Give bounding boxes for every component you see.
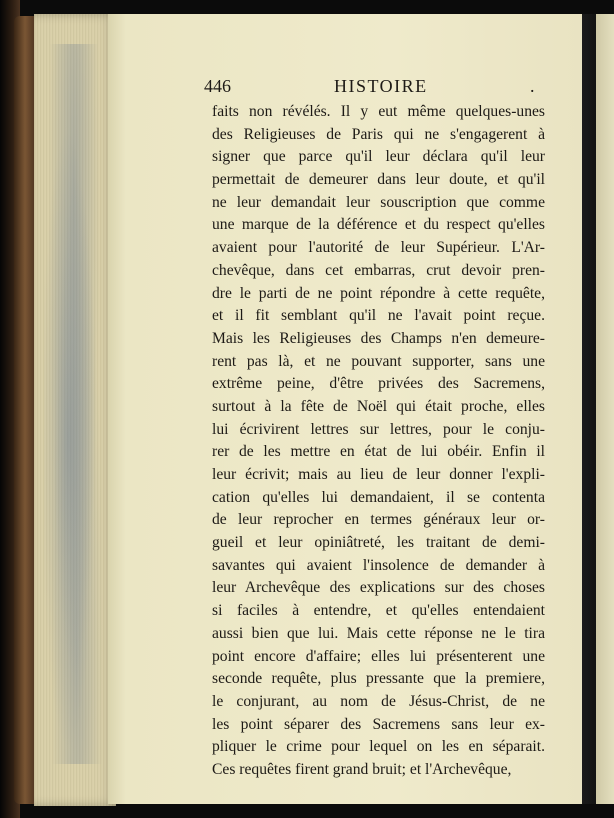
book-cover-edge [14,16,36,804]
body-text [212,101,545,782]
text-line: dre le parti de ne point répondre à cette requête, [212,284,545,302]
text-line: cation qu'elles lui demandaient, il se contenta [212,488,545,506]
text-line: chevêque, dans cet embarras, crut devoir pren- [212,261,545,279]
text-line: des Religieuses de Paris qui ne s'engagerent à [212,125,545,143]
running-head: HISTOIRE [334,76,428,96]
text-line: savantes qui avaient l'insolence de demander à [212,556,545,574]
text-line: si faciles à entendre, et qu'elles entendaient [212,602,545,620]
text-line: rent pas là, et ne pouvant supporter, sans une [212,352,545,370]
text-line: les point séparer des Sacremens sans leur ex- [212,715,545,733]
text-line: point encore d'affaire; elles lui présenterent une [212,647,545,665]
text-line: avaient pour l'autorité de leur Supérieur. L'Ar- [212,239,545,257]
text-line: aussi bien que lui. Mais cette réponse ne le tira [212,624,545,642]
facing-page-edge [596,14,614,804]
text-line: pliquer le crime pour lequel on les en séparait. [212,738,545,756]
page-header [204,76,548,100]
text-line: extrême peine, d'être privées des Sacremens, [212,375,545,393]
text-line: Ces requêtes firent grand bruit; et l'Archevêque, [212,760,512,778]
text-line: rer de les mettre en état de lui obéir. Enfin il [212,443,545,461]
text-line: gueil et leur opiniâtreté, les traitant de demi- [212,534,545,552]
text-line: une marque de la déférence et du respect qu'elles [212,216,545,234]
text-line: seconde requête, plus pressante que la premiere, [212,670,545,688]
text-line: permettait de demeurer dans leur doute, et qu'il [212,171,545,189]
text-line: faits non révélés. Il y eut même quelques-unes [212,103,545,120]
text-line: leur écrivit; mais au lieu de leur donner l'expli- [212,466,545,483]
text-line: surtout à la fête de Noël qui était proche, elles [212,397,545,415]
text-line: le conjurant, au nom de Jésus-Christ, de ne [212,692,545,710]
text-line: de leur reprocher en termes généraux leur or- [212,511,545,529]
text-line: signer que parce qu'il leur déclara qu'il leur [212,148,545,166]
text-line: et il fit semblant qu'il ne l'avait point reçue. [212,307,545,325]
page-edges-marbled [34,14,116,806]
header-mark: . [530,76,535,96]
text-line: Mais les Religieuses des Champs n'en demeure- [212,329,545,347]
text-line: ne leur demandait leur souscription que comme [212,193,545,211]
page-number: 446 [204,76,231,96]
text-line: leur Archevêque des explications sur des choses [212,579,545,597]
text-line: lui écrivirent lettres sur lettres, pour le conju- [212,420,545,438]
